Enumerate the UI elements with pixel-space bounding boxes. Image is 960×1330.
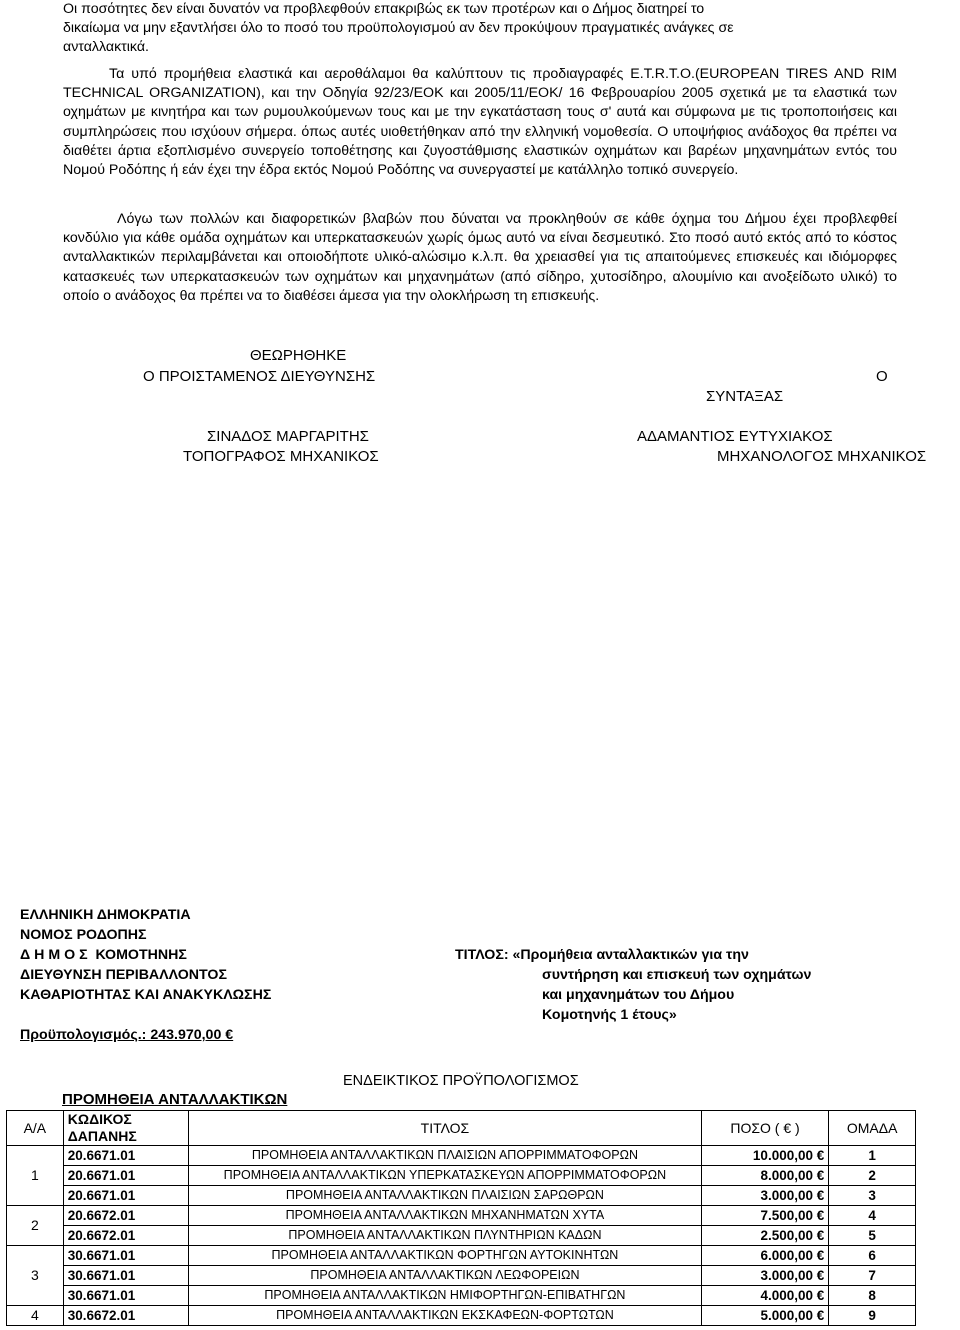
table-row bbox=[7, 1226, 916, 1246]
row-amount: 2.500,00 € bbox=[701, 1226, 828, 1246]
row-code: 20.6671.01 bbox=[63, 1186, 188, 1206]
row-code: 30.6672.01 bbox=[63, 1306, 188, 1326]
budget-total: Προϋπολογισμός.: 243.970,00 € bbox=[20, 1027, 234, 1043]
col-header-title: ΤΙΤΛΟΣ bbox=[189, 1111, 702, 1146]
row-code: 20.6672.01 bbox=[63, 1226, 188, 1246]
budget-table bbox=[6, 1110, 916, 1326]
row-title: ΠΡΟΜΗΘΕΙΑ ΑΝΤΑΛΛΑΚΤΙΚΩΝ ΗΜΙΦΟΡΤΗΓΩΝ-ΕΠΙΒΑΤΗΓΩΝ bbox=[189, 1286, 702, 1306]
row-title: ΠΡΟΜΗΘΕΙΑ ΑΝΤΑΛΛΑΚΤΙΚΩΝ ΦΟΡΤΗΓΩΝ ΑΥΤΟΚΙΝΗΤΩΝ bbox=[189, 1246, 702, 1266]
row-code: 30.6671.01 bbox=[63, 1246, 188, 1266]
table-row bbox=[7, 1266, 916, 1286]
title-line-2: συντήρηση και επισκευή των οχημάτων bbox=[542, 967, 812, 983]
row-amount: 6.000,00 € bbox=[701, 1246, 828, 1266]
table-row bbox=[7, 1286, 916, 1306]
row-aa: 3 bbox=[7, 1246, 64, 1306]
row-aa: 4 bbox=[7, 1306, 64, 1326]
col-header-group: ΟΜΑΔΑ bbox=[829, 1111, 916, 1146]
header-line-prefecture: ΝΟΜΟΣ ΡΟΔΟΠΗΣ bbox=[20, 927, 147, 943]
row-title: ΠΡΟΜΗΘΕΙΑ ΑΝΤΑΛΛΑΚΤΙΚΩΝ ΜΗΧΑΝΗΜΑΤΩΝ ΧΥΤΑ bbox=[189, 1206, 702, 1226]
table-row bbox=[7, 1186, 916, 1206]
row-title: ΠΡΟΜΗΘΕΙΑ ΑΝΤΑΛΛΑΚΤΙΚΩΝ ΠΛΑΙΣΙΩΝ ΣΑΡΩΘΡΩΝ bbox=[189, 1186, 702, 1206]
table-row bbox=[7, 1206, 916, 1226]
title-line-3: και μηχανημάτων του Δήμου bbox=[542, 987, 735, 1003]
title-line-1: ΤΙΤΛΟΣ: «Προμήθεια ανταλλακτικών για την bbox=[455, 947, 749, 963]
paragraph-specifications: Τα υπό προμήθεια ελαστικά και αεροθάλαμοι θα καλύπτουν τις προδιαγραφές Ε.Τ.R.Τ.Ο.(EUROPEAN TIRES AND RIM TECHNICAL ORGANIZATION), και την Οδηγία 92/23/ΕΟΚ και 2005/11/ΕΟΚ/ 16 Φεβρουαρίου 2005 σχετικά με τα ελαστικά των οχημάτων με κινητήρα και των ρυμουλκούμενων τους και με την εγκατάσταση τους σ' αυτά και σύμφωνα με τις τροποποιήσεις και συμπληρώσεις που ισχύουν σήμερα. όπως αυτές υιοθετήθηκαν από την ελληνική νομοθεσία. Ο υποψήφιος ανάδοχος θα πρέπει να διαθέτει άρτια εξοπλισμένο συνεργείο τοποθέτησης και ζυγοστάθμισης ελαστικών οχημάτων και βαρέων μηχανημάτων εντός του Νομού Ροδόπης ή εάν έχει την έδρα εκτός Νομού Ροδόπης να συνεργαστεί με κατάλληλο τοπικό συνεργείο. bbox=[63, 66, 897, 179]
table-subheading: ΠΡΟΜΗΘΕΙΑ ΑΝΤΑΛΛΑΚΤΙΚΩΝ bbox=[62, 1091, 288, 1108]
table-header-row bbox=[7, 1111, 916, 1146]
row-group: 5 bbox=[829, 1226, 916, 1246]
row-group: 7 bbox=[829, 1266, 916, 1286]
author-article: Ο bbox=[876, 368, 888, 385]
row-group: 9 bbox=[829, 1306, 916, 1326]
row-aa: 1 bbox=[7, 1146, 64, 1206]
table-row bbox=[7, 1146, 916, 1166]
row-amount: 3.000,00 € bbox=[701, 1266, 828, 1286]
paragraph-1-line-3: ανταλλακτικά. bbox=[63, 39, 149, 55]
row-amount: 5.000,00 € bbox=[701, 1306, 828, 1326]
row-code: 20.6672.01 bbox=[63, 1206, 188, 1226]
author-name: ΑΔΑΜΑΝΤΙΟΣ ΕΥΤΥΧΙΑΚΟΣ bbox=[637, 428, 833, 445]
row-title: ΠΡΟΜΗΘΕΙΑ ΑΝΤΑΛΛΑΚΤΙΚΩΝ ΠΛΥΝΤΗΡΙΩΝ ΚΑΔΩΝ bbox=[189, 1226, 702, 1246]
head-name: ΣΙΝΑΔΟΣ ΜΑΡΓΑΡΙΤΗΣ bbox=[207, 428, 369, 445]
author-title: ΣΥΝΤΑΞΑΣ bbox=[706, 388, 784, 405]
head-title: Ο ΠΡΟΙΣΤΑΜΕΝΟΣ ΔΙΕΥΘΥΝΣΗΣ bbox=[143, 368, 376, 385]
row-group: 6 bbox=[829, 1246, 916, 1266]
paragraph-1-line-1: Οι ποσότητες δεν είναι δυνατόν να προβλεφθούν επακριβώς εκ των προτέρων και ο Δήμος διατηρεί το bbox=[63, 1, 705, 17]
row-title: ΠΡΟΜΗΘΕΙΑ ΑΝΤΑΛΛΑΚΤΙΚΩΝ ΥΠΕΡΚΑΤΑΣΚΕΥΩΝ ΑΠΟΡΡΙΜΜΑΤΟΦΟΡΩΝ bbox=[189, 1166, 702, 1186]
table-row bbox=[7, 1166, 916, 1186]
row-code: 20.6671.01 bbox=[63, 1146, 188, 1166]
paragraph-budget-allocation: Λόγω των πολλών και διαφορετικών βλαβών που δύναται να προκληθούν σε κάθε όχημα του Δήμου έχει προβλεφθεί κονδύλιο για κάθε ομάδα οχημάτων και υπερκατασκευών χωρίς όμως αυτό να είναι δεσμευτικό. Στο ποσό αυτό εκτός από το κόστος ανταλλακτικών περιλαμβάνεται και οποιοδήποτε υλικό-αλώσιμο κ.λ.π. θα χρειασθεί για τις απαιτούμενες επισκευές και ιδιόμορφες κατασκευές των υπερκατασκευών των οχημάτων και μηχανημάτων (από σίδηρο, χυτοσίδηρο, αλουμίνιο και ανοξείδωτο υλικό) το οποίο ο ανάδοχος θα πρέπει να το διαθέσει άμεσα για την ολοκλήρωση τη επισκευής. bbox=[63, 211, 897, 304]
row-code: 30.6671.01 bbox=[63, 1286, 188, 1306]
title-line-4: Κομοτηνής 1 έτους» bbox=[542, 1007, 677, 1023]
row-title: ΠΡΟΜΗΘΕΙΑ ΑΝΤΑΛΛΑΚΤΙΚΩΝ ΛΕΩΦΟΡΕΙΩΝ bbox=[189, 1266, 702, 1286]
row-group: 3 bbox=[829, 1186, 916, 1206]
header-line-directorate: ΔΙΕΥΘΥΝΣΗ ΠΕΡΙΒΑΛΛΟΝΤΟΣ bbox=[20, 967, 227, 983]
table-heading: ΕΝΔΕΙΚΤΙΚΟΣ ΠΡΟΫΠΟΛΟΓΙΣΜΟΣ bbox=[343, 1073, 579, 1089]
row-amount: 10.000,00 € bbox=[701, 1146, 828, 1166]
approved-label: ΘΕΩΡΗΘΗΚΕ bbox=[250, 347, 347, 364]
row-group: 4 bbox=[829, 1206, 916, 1226]
header-line-republic: ΕΛΛΗΝΙΚΗ ΔΗΜΟΚΡΑΤΙΑ bbox=[20, 907, 191, 923]
row-code: 20.6671.01 bbox=[63, 1166, 188, 1186]
row-group: 8 bbox=[829, 1286, 916, 1306]
row-group: 2 bbox=[829, 1166, 916, 1186]
row-group: 1 bbox=[829, 1146, 916, 1166]
author-role: ΜΗΧΑΝΟΛΟΓΟΣ ΜΗΧΑΝΙΚΟΣ bbox=[717, 448, 927, 465]
col-header-code: ΚΩΔΙΚΟΣ ΔΑΠΑΝΗΣ bbox=[63, 1111, 188, 1146]
col-header-aa: Α/Α bbox=[7, 1111, 64, 1146]
col-header-amount: ΠΟΣΟ ( € ) bbox=[701, 1111, 828, 1146]
row-amount: 7.500,00 € bbox=[701, 1206, 828, 1226]
row-title: ΠΡΟΜΗΘΕΙΑ ΑΝΤΑΛΛΑΚΤΙΚΩΝ ΕΚΣΚΑΦΕΩΝ-ΦΟΡΤΩΤΩΝ bbox=[189, 1306, 702, 1326]
row-aa: 2 bbox=[7, 1206, 64, 1246]
table-row bbox=[7, 1306, 916, 1326]
header-line-municipality: Δ Η Μ Ο Σ ΚΟΜΟΤΗΝΗΣ bbox=[20, 947, 187, 963]
head-role: ΤΟΠΟΓΡΑΦΟΣ ΜΗΧΑΝΙΚΟΣ bbox=[183, 448, 379, 465]
row-amount: 3.000,00 € bbox=[701, 1186, 828, 1206]
row-code: 30.6671.01 bbox=[63, 1266, 188, 1286]
header-line-department: ΚΑΘΑΡΙΟΤΗΤΑΣ ΚΑΙ ΑΝΑΚΥΚΛΩΣΗΣ bbox=[20, 987, 272, 1003]
paragraph-1-line-2: δικαίωμα να μην εξαντλήσει όλο το ποσό του προϋπολογισμού αν δεν προκύψουν πραγματικές ανάγκες σε bbox=[63, 20, 734, 36]
row-amount: 8.000,00 € bbox=[701, 1166, 828, 1186]
table-row bbox=[7, 1246, 916, 1266]
row-amount: 4.000,00 € bbox=[701, 1286, 828, 1306]
row-title: ΠΡΟΜΗΘΕΙΑ ΑΝΤΑΛΛΑΚΤΙΚΩΝ ΠΛΑΙΣΙΩΝ ΑΠΟΡΡΙΜΜΑΤΟΦΟΡΩΝ bbox=[189, 1146, 702, 1166]
